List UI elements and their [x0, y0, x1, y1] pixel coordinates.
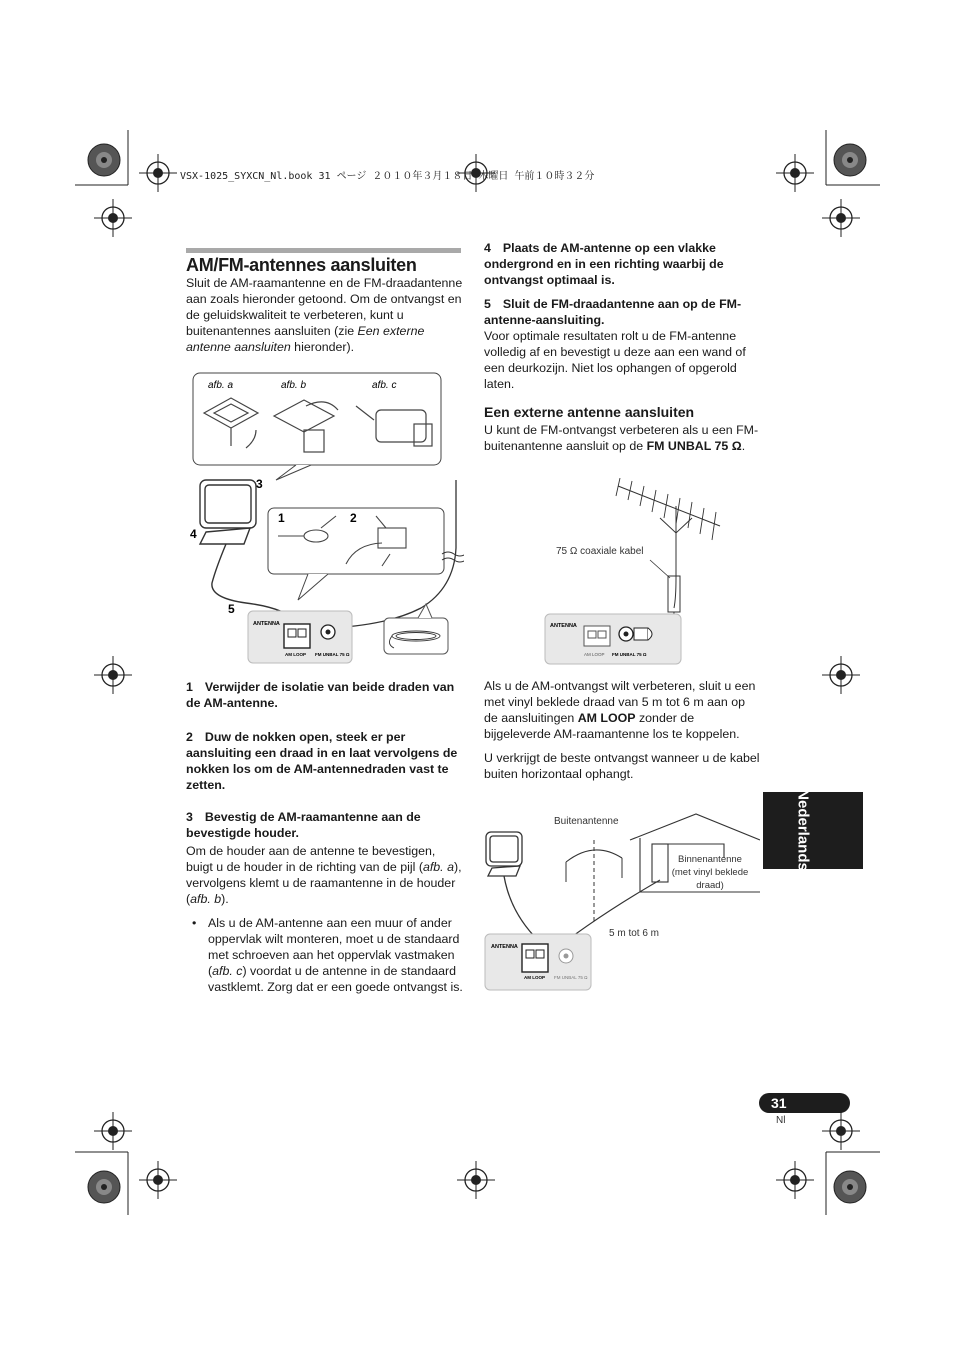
- callout-2: 2: [350, 511, 357, 525]
- fig-c-label: afb. c: [372, 380, 397, 391]
- language-side-tab: [763, 789, 863, 871]
- step-1: 1 Verwijder de isolatie van beide draden van de AM-antenne.: [186, 680, 455, 710]
- indoor-antenna-label-3: draad): [696, 880, 724, 891]
- fig-a-label: afb. a: [208, 380, 234, 391]
- panel-fm-unbal-label: FM UNBAL 75 Ω: [315, 652, 350, 657]
- step-5: 5 Sluit de FM-draadantenne aan op de FM-antenne-aansluiting.: [484, 297, 742, 327]
- page-number-badge: [759, 1093, 850, 1113]
- panel-fm-unbal-label: FM UNBAL 75 Ω: [554, 975, 588, 980]
- page-language-code: Nl: [776, 1115, 786, 1126]
- outdoor-am-wire-figure: [484, 810, 760, 992]
- intro-paragraph: Sluit de AM-raamantenne en de FM-draadantenne aan zoals hieronder getoond. Om de ontvangst en de geluidskwaliteit te verbeteren, kunt u buitenantennes aansluiten (zie Een externe antenne aansluiten hieronder).: [186, 276, 463, 354]
- outdoor-fm-antenna-figure: [540, 478, 760, 670]
- print-file-header: VSX-1025_SYXCN_Nl.book 31 ページ ２０１０年３月１８日 木曜日 午前１０時３２分: [180, 171, 595, 182]
- am-loop-antenna-icon: [486, 832, 534, 936]
- panel-antenna-label: ANTENNA: [550, 623, 577, 629]
- step-2: 2 Duw de nokken open, steek er per aansluiting een draad in en laat vervolgens de nokken los om de AM-antennedraden vast te zetten.: [186, 730, 458, 792]
- step-4: 4 Plaats de AM-antenne op een vlakke ondergrond en in een richting waarbij de ontvangst optimaal is.: [484, 241, 724, 287]
- left-column: [186, 257, 464, 363]
- house-icon: [630, 814, 760, 892]
- horizontal-cable-paragraph: U verkrijgt de beste ontvangst wanneer u de kabel buiten horizontaal ophangt.: [484, 751, 760, 781]
- indoor-antenna-label-2: (met vinyl beklede: [671, 867, 749, 878]
- wall-mount-bullet: • Als u de AM-antenne aan een muur of ander oppervlak wilt monteren, moet u de standaard met schroeven aan het oppervlak vastmaken (afb. c) voordat u de antenne in de standaard vastklemt. Zorg dat er een goede ontvangst is.: [186, 915, 464, 995]
- external-antenna-title: Een externe antenne aansluiten: [484, 404, 695, 420]
- panel-antenna-label: ANTENNA: [253, 621, 280, 627]
- panel-am-loop-label: AM LOOP: [285, 652, 306, 657]
- distance-label: 5 m tot 6 m: [609, 928, 660, 939]
- right-column-lower: [484, 678, 760, 790]
- language-tab-label: Nederlands: [794, 789, 812, 871]
- callout-1: 1: [278, 511, 285, 525]
- callout-4: 4: [190, 527, 197, 541]
- outdoor-antenna-label: Buitenantenne: [554, 816, 619, 827]
- panel-antenna-label: ANTENNA: [491, 944, 518, 950]
- panel-fm-unbal-label: FM UNBAL 75 Ω: [612, 652, 647, 657]
- step-5-body: Voor optimale resultaten rolt u de FM-antenne volledig af en bevestigt u deze aan een wand of een deurkozijn. Niet los ophangen of opgerold laten.: [484, 329, 746, 391]
- step-3: 3 Bevestig de AM-raamantenne aan de bevestigde houder.: [186, 810, 421, 840]
- section-title: AM/FM-antennes aansluiten: [186, 255, 417, 275]
- callout-5: 5: [228, 602, 235, 616]
- right-column: [484, 240, 760, 462]
- am-reception-paragraph: Als u de AM-ontvangst wilt verbeteren, sluit u een met vinyl beklede draad van 5 m tot 6 m aan op de aansluitingen AM LOOP zonder de bijgeleverde AM-raamantenne los te koppelen.: [484, 679, 756, 741]
- step-3-body: Om de houder aan de antenne te bevestigen, buigt u de houder in de richting van de pijl (afb. a), vervolgens klemt u de raamantenne in de houder (afb. b).: [186, 844, 462, 906]
- page-number: 31: [771, 1095, 787, 1111]
- external-fm-paragraph: U kunt de FM-ontvangst verbeteren als u een FM-buitenantenne aansluit op de FM UNBAL 75 Ω.: [484, 423, 759, 453]
- coax-cable-label: 75 Ω coaxiale kabel: [556, 546, 644, 557]
- panel-am-loop-label: AM LOOP: [524, 975, 545, 980]
- antenna-assembly-figure: [186, 368, 464, 668]
- panel-am-loop-label: AM LOOP: [584, 652, 605, 657]
- indoor-antenna-label-1: Binnenantenne: [678, 854, 742, 865]
- callout-3: 3: [256, 477, 263, 491]
- steps-left: [186, 679, 464, 1003]
- section-bar: [186, 248, 461, 253]
- fig-b-label: afb. b: [281, 380, 307, 391]
